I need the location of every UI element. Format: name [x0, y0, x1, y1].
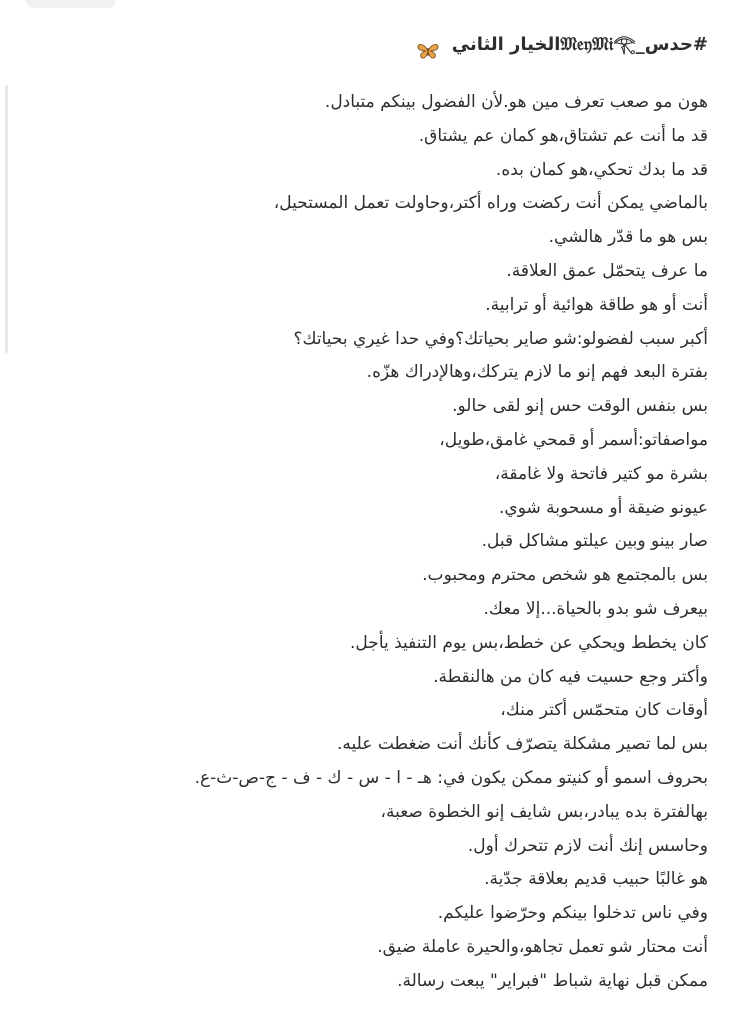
post-line: أنت أو هو طاقة هوائية أو ترابية.: [485, 294, 708, 315]
post-line: هو غالبًا حبيب قديم بعلاقة جدّية.: [484, 869, 708, 890]
post-line: بس هو ما قدّر هالشي.: [548, 227, 708, 248]
post-line: بحروف اسمو أو كنيتو ممكن يكون في: هـ - ا - س - ك - ف - ج-ص-ث-ع.: [194, 767, 708, 788]
butterfly-icon: [417, 37, 439, 53]
post-line: بيعرف شو بدو بالحياة...إلا معك.: [483, 598, 708, 619]
post-line: ما عرف يتحمّل عمق العلاقة.: [506, 260, 708, 281]
post-line: بس لما تصير مشكلة يتصرّف كأنك أنت ضغطت عليه.: [337, 734, 708, 755]
post-line: بس بنفس الوقت حس إنو لقى حالو.: [452, 396, 708, 417]
post-line: قد ما أنت عم تشتاق،هو كمان عم يشتاق.: [418, 125, 708, 146]
post-line: وحاسس إنك أنت لازم تتحرك أول.: [467, 835, 708, 856]
post-title: [18, 28, 708, 62]
post-line: أوقات كان متحمّس أكتر منك،: [500, 700, 708, 721]
post-line: قد ما بدك تحكي،هو كمان بده.: [495, 159, 708, 180]
post-body: [18, 28, 708, 999]
post-line: هون مو صعب تعرف مين هو.لأن الفضول بينكم متبادل.: [324, 92, 708, 112]
post-title-text: #حدس_𝔐𝔢𝔶𝔐𝔦𓂀الخيار الثاني: [451, 34, 708, 55]
post-line: بهالفترة بده يبادر،بس شايف إنو الخطوة صعبة،: [380, 801, 708, 822]
post-line: أكبر سبب لفضولو:شو صاير بحياتك؟وفي حدا غيري بحياتك؟: [293, 328, 708, 349]
top-action-chip[interactable]: [26, 0, 116, 8]
scrollbar[interactable]: [5, 85, 8, 353]
post-lines: [18, 86, 708, 999]
post-line: بس بالمجتمع هو شخص محترم ومحبوب.: [422, 565, 708, 586]
post-line: بفترة البعد فهم إنو ما لازم يتركك،وهالإدراك هزّه.: [366, 362, 708, 383]
post-line: وأكتر وجع حسيت فيه كان من هالنقطة.: [433, 666, 708, 687]
post-line: أنت محتار شو تعمل تجاهو،والحيرة عاملة ضيق.: [377, 936, 708, 957]
post-line: مواصفاتو:أسمر أو قمحي غامق،طويل،: [439, 429, 708, 450]
post-line: عيونو ضيقة أو مسحوبة شوي.: [498, 497, 708, 518]
post-line: صار بينو وبين عيلتو مشاكل قبل.: [481, 531, 708, 552]
post-line: بشرة مو كتير فاتحة ولا غامقة،: [494, 463, 708, 484]
post-line: ممكن قبل نهاية شباط "فبراير" يبعت رسالة.: [397, 970, 708, 991]
post-line: وفي ناس تدخلوا بينكم وحرّضوا عليكم.: [437, 903, 708, 924]
post-line: بالماضي يمكن أنت ركضت وراه أكتر،وحاولت تعمل المستحيل،: [273, 193, 708, 214]
post-line: كان يخطط ويحكي عن خطط،بس يوم التنفيذ يأجل.: [350, 632, 708, 653]
